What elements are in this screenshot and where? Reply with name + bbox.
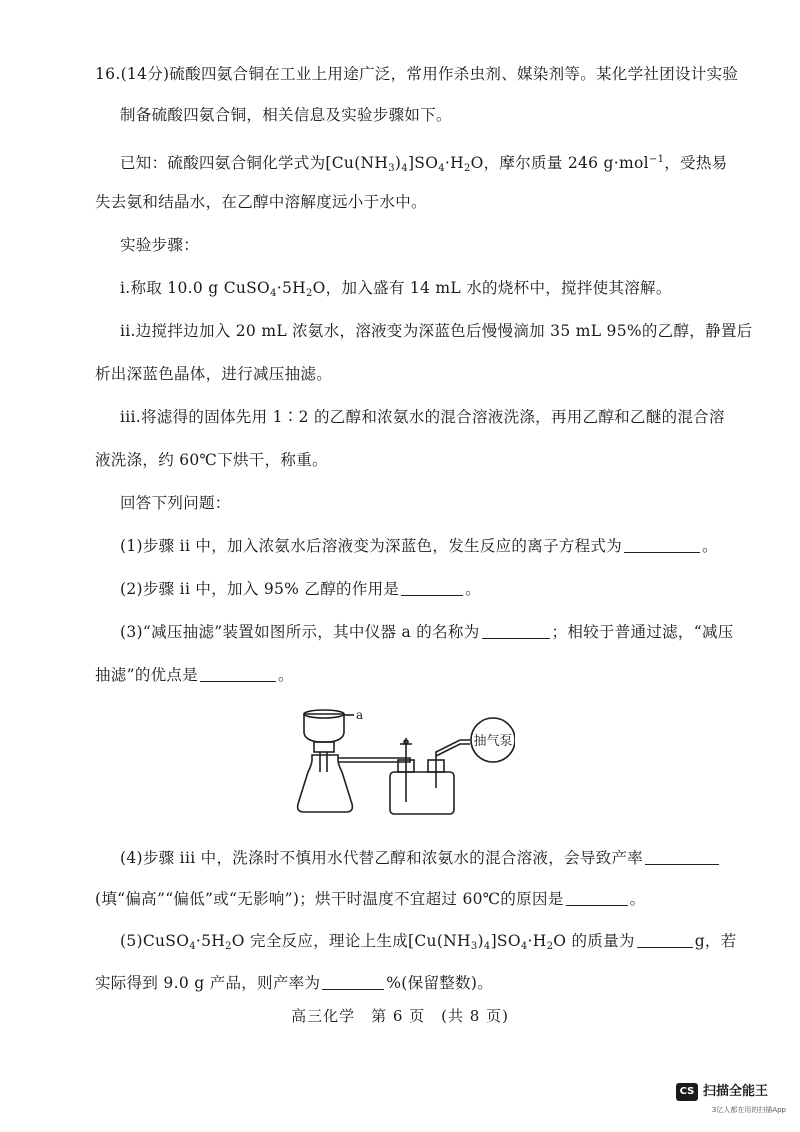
product-formula: $[Cu(NH_3)_4]SO_4\cdot H_2O$ 的质量为 xyxy=(408,932,635,952)
question-intro-line-1 xyxy=(95,63,738,85)
question-intro-line-2: 制备硫酸四氨合铜，相关信息及实验步骤如下。 xyxy=(120,106,452,124)
answer-blank-4a[interactable] xyxy=(645,848,719,865)
suction-flask xyxy=(298,755,353,812)
sub-question-4-line-2: (填“偏高”“偏低”或“无影响”)；烘干时温度不宜超过 60℃的原因是 。 xyxy=(95,890,646,908)
answer-title: 回答下列问题： xyxy=(120,494,231,512)
step-2-line-2: 析出深蓝色晶体，进行减压抽滤。 xyxy=(95,365,333,383)
sub-question-3-line-1: (3)“减压抽滤”装置如图所示，其中仪器 a 的名称为 ；相较于普通过滤，“减压 xyxy=(120,623,734,641)
scanner-tagline: 3亿人都在用的扫描App xyxy=(711,1106,786,1114)
known-lead: 已知：硫酸四氨合铜化学式为 xyxy=(120,154,326,172)
sub-question-4-line-1: (4)步骤 iii 中，洗涤时不慎用水代替乙醇和浓氨水的混合溶液，会导致产率 xyxy=(120,847,721,869)
known-tail: ，受热易 xyxy=(664,154,728,172)
answer-blank-5b[interactable] xyxy=(322,973,384,990)
sub-question-2: (2)步骤 ii 中，加入 95% 乙醇的作用是 。 xyxy=(120,580,482,598)
sub-question-1: (1)步骤 ii 中，加入浓氨水后溶液变为深蓝色，发生反应的离子方程式为 。 xyxy=(120,537,718,555)
known-info-line-2: 失去氨和结晶水，在乙醇中溶解度远小于水中。 xyxy=(95,193,427,211)
vacuum-filtration-diagram xyxy=(290,700,515,820)
intro-text-1: 硫酸四氨合铜在工业上用途广泛，常用作杀虫剂、媒染剂等。某化学社团设计实验 xyxy=(169,65,739,83)
sub-question-5-line-1: $(5)CuSO_4\cdot 5H_2O$ 完全反应，理论上生成$[Cu(NH_3)_4]SO_4\cdot H_2O$ 的质量为 g，若 xyxy=(120,932,737,952)
scanner-logo-icon: CS xyxy=(676,1083,698,1101)
safety-bottle xyxy=(390,772,454,814)
sub-question-5-line-2: 实际得到 9.0 g 产品，则产率为 %(保留整数)。 xyxy=(95,974,493,992)
step-2-line-1: ii.边搅拌边加入 20 mL 浓氨水，溶液变为深蓝色后慢慢滴加 35 mL 95%的乙醇，静置后 xyxy=(120,322,753,340)
known-info-line-1 xyxy=(120,149,727,180)
label-a: a xyxy=(356,708,364,722)
chemical-formula: $[Cu(NH_3)_4]SO_4\cdot H_2O$，摩尔质量 246 g·mol$^{-1}$ xyxy=(325,154,665,174)
pump-label: 抽气泵 xyxy=(473,734,513,749)
sub-question-3-line-2: 抽滤”的优点是 。 xyxy=(95,666,294,684)
answer-blank-2[interactable] xyxy=(401,579,463,596)
page-footer: 高三化学 第 6 页 (共 8 页) xyxy=(291,1007,509,1025)
answer-blank-3b[interactable] xyxy=(200,665,276,682)
answer-blank-5a[interactable] xyxy=(637,931,693,948)
step-3-line-1: iii.将滤得的固体先用 1∶2 的乙醇和浓氨水的混合溶液洗涤，再用乙醇和乙醚的混合溶 xyxy=(120,408,725,426)
answer-blank-4b[interactable] xyxy=(566,889,628,906)
step-1: i.称取 10.0 g $CuSO_4\cdot 5H_2O$，加入盛有 14 mL 水的烧杯中，搅拌使其溶解。 xyxy=(120,279,672,299)
connecting-tube-2 xyxy=(436,740,470,760)
question-score: (14分) xyxy=(120,65,170,83)
scanner-app-name: 扫描全能王 xyxy=(703,1084,769,1099)
steps-title: 实验步骤： xyxy=(120,236,200,254)
question-number: 16. xyxy=(95,65,121,83)
answer-blank-1[interactable] xyxy=(624,536,700,553)
step-3-line-2: 液洗涤，约 60℃下烘干，称重。 xyxy=(95,451,328,469)
answer-blank-3a[interactable] xyxy=(482,622,550,639)
